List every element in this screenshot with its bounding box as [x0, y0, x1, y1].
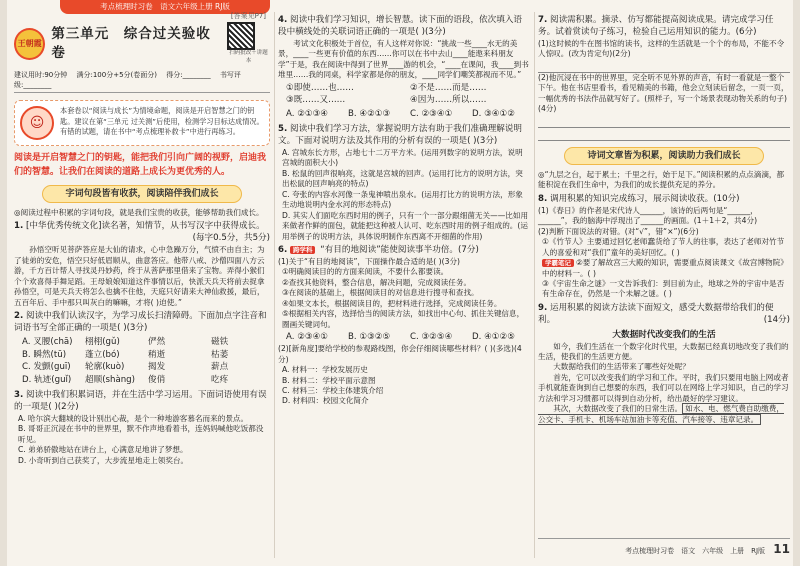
connective-3: ③既……又……	[286, 95, 346, 106]
column-divider	[534, 12, 535, 558]
connective-2: ②不是……而是……	[410, 82, 487, 93]
question-stem: “有目的地阅读”能使阅读事半功倍。(7分)	[320, 245, 479, 256]
teacher-avatar-icon: ☺	[20, 106, 54, 140]
sub-question-2: (2)[新角度]要给学校的参观路线图，你会仔细阅读哪些材料？( )(多选)(4分)	[278, 344, 522, 364]
question-stem: 阅读中我们学习知识，增长智慧。读下面的语段，依次填入语段中横线处的关联词语正确的一项是( )(3分)	[278, 15, 523, 37]
question-number: 9.	[538, 302, 548, 313]
question-passage[interactable]: 孙悟空听见菩萨答应是大仙的请求，心中急躁万分，气愤不由自主；为了徒弟的安危，悟空只好低眉顺从，曲意答应。他带八戒、沙僧四面八方云游，千方百计帮人寻找灵丹妙药，终于从菩萨那里借来了宝物。弄得小猴们个个欢喜得手舞足蹈。王母娘娘知道这件事情以后，快派天兵天将前去捉拿孙悟空，可是天兵天将怎么也擒不住他，天庭只好请来大神仙救援，最后，五百年后、手中那只叫灰白的嘛嘛，才将( )迫使。”	[14, 245, 265, 307]
brand-logo: 王朝霞	[14, 28, 45, 60]
option-a[interactable]: A. 哈尔滨大翻城的设计别出心裁，是个一种地游客慕名而来的景点。	[18, 413, 249, 423]
question-stem: 阅读需积累。摘录、仿写都能提高阅读成果。请完成学习任务。试着赏读句子练习，检验自己运用知识的能力。(6分)	[538, 15, 774, 37]
connective-1: ①即使……也……	[286, 82, 354, 93]
statement-item: ④如果文本长，根据阅读目的，把材料进行选择，完成阅读任务。	[282, 298, 502, 308]
answer-line[interactable]	[538, 62, 790, 73]
question-stem: 调用积累的知识完成练习，展示阅读收获。(10分)	[549, 193, 740, 204]
qr-block[interactable]	[227, 22, 270, 65]
option-cell: 枯萎	[211, 349, 229, 360]
qr-caption: 扫码批改＋讲题本	[229, 50, 268, 64]
option-cell: 稍逝	[148, 349, 166, 360]
option-c[interactable]: C. 弟弟骄傲地站在讲台上，心满意足地讲了梦想。	[18, 445, 188, 455]
option-cell: 轮廓(kuò)	[85, 362, 125, 373]
question-7	[538, 15, 790, 141]
option-cell: 俨然	[148, 336, 166, 347]
column-left	[14, 12, 270, 466]
option-c[interactable]: C. 材料三：学校主体建筑介绍	[282, 385, 384, 395]
option-c[interactable]: C. 夸张的内容水河像一条鬼神喷出泉水。(运用打比方的说明方法，形象生动地说明内金水河的形态特点)	[282, 189, 523, 210]
option-cell: 薪点	[211, 362, 229, 373]
article-paragraph: 如今，我们生活在一个数字化时代里，大数据已经真切地改变了我们的生活，使我们的生活更方便。	[538, 341, 789, 361]
column-divider	[274, 12, 275, 558]
question-stem: 阅读中我们学习方法，掌握说明方法有助于我们准确理解说明文。下面对说明方法及其作用的分析有误的一项是( )(3分)	[278, 124, 523, 147]
question-number: 3.	[14, 390, 24, 401]
question-passage: 考试文化积极处于首位，有人这样对你说：“挑战一些____水无的美景，____一些更有价值的东西……你可以在书中去山____能遨来科朋友学”于是，我在阅读中得到了世界____游的机会，“____在课间，我____到书堆里……我的同桌，科学家都是你的朋友，____同学们嘲笑都视而不见。”	[278, 38, 529, 80]
left-page-edge	[0, 0, 7, 566]
choice-c[interactable]: C. ③②⑤④	[410, 332, 453, 343]
page-footer	[538, 538, 790, 558]
question-3	[14, 390, 270, 466]
question-stem: 阅读中我们积累词语，并在生活中学习运用。下面词语使用有误的一项是( )(2分)	[14, 390, 267, 412]
choice-d[interactable]: D. ④①②⑤	[472, 332, 515, 343]
question-score: (每字0.5分，共5分)	[192, 233, 270, 244]
choice-row	[278, 109, 530, 121]
tag-badge: 学霸笔记	[542, 259, 574, 267]
judge-item[interactable]: ①《竹节人》主要通过回忆老师蠢货给了节人的往事，表达了老师对竹节人的喜爱和对“我们”童年的美好回忆。( )	[542, 237, 785, 257]
sub-question-1[interactable]: (1)《春日》的作者是宋代诗人______，该诗的后两句是“______，______”，我的脑海中浮现出了______的画面。(1＋1＋2，共4分)	[538, 205, 758, 226]
option-b[interactable]: B. 松鼠的回声很响亮，这就是宫城的回声。(运用打比方的说明方法，突出松鼠的回声响亮的特点)	[282, 168, 523, 189]
slogan: 阅读是开启智慧之门的钥匙，能把我们引向广阔的视野，启迪我们的智慧。让我们在阅读的道路上成长为更优秀的人。	[14, 153, 267, 177]
option-b[interactable]: B. 材料二：学校平面示意图	[282, 375, 376, 385]
option-cell: 磁铁	[211, 336, 229, 347]
connective-options	[278, 83, 530, 108]
intro-box	[14, 100, 270, 146]
article-paragraph: 首先，它可以改变我们的学习和工作。平时，我们只要用电脑上网或者手机就能查询到自己想要的东西，我们可以在网络上学习知识，自己的学习方法和学习习惯都可以得到自动分析，给出最好的学习建议。	[538, 372, 789, 403]
meta-grade: 书写评级:________	[14, 71, 241, 89]
question-number: 8.	[538, 193, 548, 204]
choice-b[interactable]: B. ④②①③	[348, 109, 391, 120]
option-cell: 俊俏	[148, 375, 166, 386]
option-a[interactable]: A. 宫城东长方形，占地七十二万平方米。(运用列数字的说明方法，说明宫城的面积大小)	[282, 147, 523, 168]
option-cell: 蓬立(bó)	[85, 349, 120, 360]
section-banner: 诗词文章皆为积累，阅读助力我们成长	[564, 147, 764, 165]
choice-a[interactable]: A. ②③④①	[286, 332, 329, 343]
option-cell: 揭发	[148, 362, 166, 373]
footer-text: 考点梳理时习卷 语文 六年级 上册 RJ版	[625, 547, 766, 556]
book-tab: 考点梳理时习卷 语文六年级上册 RJ版	[60, 0, 270, 14]
option-cell[interactable]: D. 轨迹(guǐ)	[22, 375, 72, 386]
judge-item[interactable]: ③《宇宙生命之谜》一文告诉我们：到目前为止，地球之外的宇宙中是否有生命存在，仍然是一个未解之谜。( )	[542, 279, 785, 299]
meta-score: 满分:100分+5分(卷面分)	[76, 71, 157, 80]
section-banner: 字词句段皆有收获，阅读陪伴我们成长	[42, 185, 242, 203]
choice-b[interactable]: B. ①③②⑤	[348, 332, 391, 343]
statement-item: ⑤根据相关内容，选择恰当的阅读方法，如找出中心句、抓住关键信息，圈画关键词句。	[282, 309, 525, 329]
question-4	[278, 15, 530, 121]
question-number: 5.	[278, 124, 288, 135]
connective-4: ④因为……所以……	[410, 95, 487, 106]
question-9	[538, 303, 790, 425]
question-number: 7.	[538, 15, 548, 25]
exam-meta	[14, 71, 270, 93]
question-5	[278, 124, 530, 242]
option-d[interactable]: D. 小奇听到自己获奖了，大步流星地走上领奖台。	[18, 455, 189, 465]
page-title: 第三单元 综合过关验收卷	[51, 25, 211, 61]
option-a[interactable]: A. 材料一：学校发展历史	[282, 365, 368, 375]
sub-question-1: (1)关于“有目的地阅读”，下面操作最合适的是( )(3分)	[278, 256, 460, 266]
answer-reference: [答案见P7]	[230, 12, 266, 20]
question-stem: 运用积累的阅读方法读下面短文，感受大数据带给我们的便利。	[538, 302, 774, 325]
choice-row	[278, 332, 530, 344]
question-stem: [中华优秀传统文化]读名著，知情节，从书写汉字中获得成长。	[25, 221, 265, 232]
sub-question-2: (2)判断下面说法的对错。(对“√”，错“×”)(6分)	[538, 226, 699, 236]
article-title: 大数据时代改变我们的生活	[612, 329, 716, 340]
column-right	[538, 12, 790, 425]
statement-item: ①明确阅读目的的方面来阅读，不要什么都要读。	[282, 267, 449, 277]
option-cell: 栩栩(gǔ)	[85, 336, 120, 347]
intro-text: 本套卷以“阅读与成长”为情境命题，阅读是开启智慧之门的钥匙。建议在第“三单元 过关测”后使用，检测学习目标达成情况。有错的试题，请在书中“考点梳理补救卡”中进行再练习。	[60, 106, 264, 137]
sub-question-2: (2)他沉浸在书中的世界里，完全听不见外界的声音，有时一看就是一整个下午。他在书店里看书，看见精美的书籍，他会立刻读后留念，一页一页，一幅优秀的书法作品就写好了。(照样子，写一个场景表现动物关系的句子)(4分)	[538, 72, 789, 114]
question-stem: 阅读中我们认读汉字，为学习成长扫清障碍。下面加点字注音和词语书写全部正确的一项是( )(3分)	[14, 310, 267, 333]
section-lead: ◎“九层之台，起于累土；千里之行，始于足下。”阅读积累的点点滴滴，都能积淀在我们生命中，为我们的成长提供充足的养分。	[538, 169, 785, 190]
option-d[interactable]: D. 材料四：校园文化简介	[282, 396, 369, 406]
question-number: 4.	[278, 15, 288, 25]
judge-item[interactable]: 学霸笔记 ②要了解故宫三大殿的知识，需要重点阅读课文《故宫博物院》中的材料一。( )	[542, 258, 788, 278]
question-number: 2.	[14, 310, 24, 321]
question-number: 1.	[14, 221, 24, 232]
statement-item: ②查找其他资料，整合信息，解决问题，完成阅读任务。	[282, 277, 472, 287]
option-b[interactable]: B. 哥哥正沉浸在书中的世界里，默不作声地看着书，连妈妈喊他吃饭都没听见。	[18, 424, 264, 444]
qr-code-icon[interactable]	[227, 22, 255, 50]
choice-a[interactable]: A. ②①③④	[286, 109, 329, 120]
option-cell: 吃疼	[211, 375, 229, 386]
answer-line[interactable]	[538, 117, 790, 128]
sub-question-1: (1)这时候的牛在图书馆的读书，这样的生活就是一个个的布局，不能不令人惊叹。(改为肯定句)(2分)	[538, 38, 785, 59]
option-grid	[14, 337, 270, 387]
option-cell[interactable]: A. 叉腰(chā)	[22, 336, 73, 347]
unit-header	[14, 22, 270, 65]
highlighted-text: 如水、电、燃气费自助缴费，公交卡、手机卡、机场车站加油卡等充值、汽车接等、违章记录。	[538, 404, 784, 424]
column-middle	[278, 12, 530, 407]
tag-badge: 跨学科	[290, 246, 316, 254]
choice-c[interactable]: C. ②③④①	[410, 109, 453, 120]
question-2	[14, 311, 270, 387]
article-paragraph: 其次，大数据改变了我们的日常生活。 如水、电、燃气费自助缴费，公交卡、手机卡、机场车站加油卡等充值、汽车接等、违章记录。	[538, 404, 784, 424]
question-6	[278, 245, 530, 407]
question-score: (14分)	[763, 314, 790, 325]
article-paragraph: 大数据给我们的生活带来了哪些好处呢？	[553, 362, 690, 372]
answer-line[interactable]	[538, 130, 790, 141]
question-number: 6.	[278, 245, 288, 256]
choice-d[interactable]: D. ③④①②	[472, 109, 515, 120]
option-cell[interactable]: C. 发颤(guī)	[22, 362, 71, 373]
option-cell: 超顺(shàng)	[85, 375, 135, 386]
question-8	[538, 194, 790, 300]
option-d[interactable]: D. 其实人们面吃东西时用的例子，只有一个一部分跟细菌无关——比如用来做者作鲜的面包，就能把这种被人认可、吃东西时用的例子组成的。(运用举例子的说明方法，具体说明制作东西离不开细菌的作用)	[282, 210, 529, 241]
right-page-edge	[793, 0, 800, 566]
meta-got: 得分:________	[166, 71, 211, 80]
page-number: 11	[773, 542, 790, 557]
option-cell[interactable]: B. 瞬然(tū)	[22, 349, 67, 360]
question-1	[14, 221, 270, 308]
meta-time: 建议用时:90分钟	[14, 71, 68, 80]
section-lead: ◎阅读过程中积累的字词句段，就是我们宝贵的收获，能够帮助我们成长。	[14, 207, 264, 217]
statement-item: ③在阅读的基础上，根据阅读目的对信息进行搜寻和查找。	[282, 288, 479, 298]
